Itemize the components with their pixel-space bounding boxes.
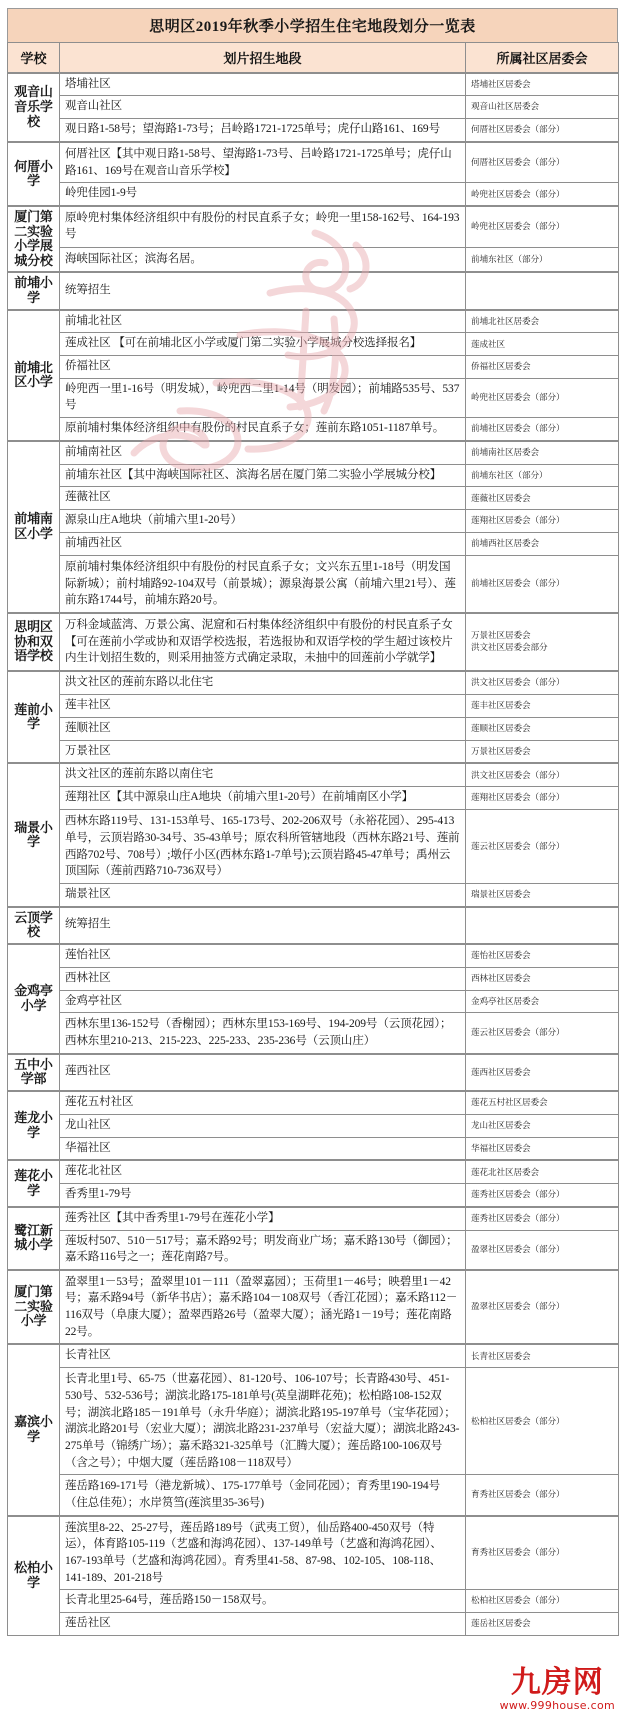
community-committee-cell: 洪文社区居委会（部分）	[466, 763, 619, 786]
school-name-cell: 云顶学校	[8, 907, 60, 944]
enrollment-area-cell: 观日路1-58号；望海路1-73号；吕岭路1721-1725单号；虎仔山路161、169号	[60, 119, 466, 142]
community-committee-cell: 莲薇社区居委会	[466, 487, 619, 510]
enrollment-area-cell: 莲花五村社区	[60, 1091, 466, 1114]
community-committee-cell: 盈翠社区居委会（部分）	[466, 1270, 619, 1345]
community-committee-cell: 前埔东社区（部分）	[466, 248, 619, 273]
enrollment-area-cell: 岭兜西一里1-16号（明发城），岭兜西二里1-14号（明发园）；前埔路535号、537号	[60, 379, 466, 418]
community-committee-cell: 前埔北社区居委会	[466, 310, 619, 333]
school-name-cell: 何厝小学	[8, 142, 60, 206]
table-row	[8, 907, 619, 944]
school-name-cell: 前埔南区小学	[8, 441, 60, 613]
table-row	[8, 417, 619, 440]
community-committee-cell: 盈翠社区居委会（部分）	[466, 1231, 619, 1270]
enrollment-area-cell: 前埔东社区【其中海峡国际社区、滨海名居在厦门第二实验小学展城分校】	[60, 464, 466, 487]
table-row	[8, 356, 619, 379]
table-row	[8, 1054, 619, 1091]
enrollment-area-cell: 观音山社区	[60, 96, 466, 119]
community-committee-cell: 瑞景社区居委会	[466, 883, 619, 906]
table-row	[8, 694, 619, 717]
table-title-bar	[7, 8, 618, 42]
enrollment-area-cell: 西林社区	[60, 967, 466, 990]
enrollment-area-cell: 前埔北社区	[60, 310, 466, 333]
table-row	[8, 613, 619, 671]
school-name-cell: 嘉滨小学	[8, 1344, 60, 1515]
school-name-cell: 莲前小学	[8, 671, 60, 763]
community-committee-cell: 金鸡亭社区居委会	[466, 990, 619, 1013]
enrollment-area-cell: 原前埔村集体经济组织中有股份的村民直系子女；莲前东路1051-1187单号。	[60, 417, 466, 440]
enrollment-area-cell: 莲薇社区	[60, 487, 466, 510]
community-committee-cell: 岭兜社区居委会（部分）	[466, 379, 619, 418]
enrollment-area-cell: 莲花北社区	[60, 1160, 466, 1183]
enrollment-area-cell: 莲滨里8-22、25-27号，莲岳路189号（武夷工贸），仙岳路400-450双号（特运），体育路105-119（艺盛和海鸿花园）、137-149单号（艺盛和海鸿花园）、167-193单号（艺盛和海鸿花园）。育秀里41-58、87-98、102-105、108-118、141-189、201-218号	[60, 1516, 466, 1590]
site-watermark	[499, 1665, 615, 1712]
enrollment-area-cell: 西林东里136-152号（香榭园）；西林东里153-169号、194-209号（云顶花园）；西林东里210-213、215-223、225-233、235-236号（云顶山庄）	[60, 1013, 466, 1054]
table-row	[8, 464, 619, 487]
enrollment-area-cell: 莲坂村507、510－517号；嘉禾路92号；明发商业广场；嘉禾路130号（御园）；嘉禾路116号之一；莲花南路7号。	[60, 1231, 466, 1270]
enrollment-area-cell: 统筹招生	[60, 907, 466, 944]
table-row	[8, 1160, 619, 1183]
enrollment-area-cell: 侨福社区	[60, 356, 466, 379]
community-committee-cell: 育秀社区居委会（部分）	[466, 1475, 619, 1516]
community-committee-cell: 松柏社区居委会（部分）	[466, 1590, 619, 1613]
table-row	[8, 1207, 619, 1230]
table-row	[8, 944, 619, 967]
enrollment-area-cell: 莲秀社区【其中香秀里1-79号在莲花小学】	[60, 1207, 466, 1230]
enrollment-area-cell: 莲顺社区	[60, 717, 466, 740]
enrollment-area-cell: 长青社区	[60, 1344, 466, 1367]
community-committee-cell: 何厝社区居委会（部分）	[466, 119, 619, 142]
community-committee-cell: 万景社区居委会 洪文社区居委会部分	[466, 613, 619, 671]
enrollment-area-cell: 西林东路119号、131-153单号、165-173号、202-206双号（永裕花园）、295-413单号，云顶岩路30-34号、35-43单号；原农科所管辖地段（西林东路21号、莲前西路702号、708号）;墩仔小区(西林东路1-7单号);云顶岩路45-47单号；禹州云顶国际（莲前西路710-736双号）	[60, 810, 466, 884]
header-row	[8, 43, 619, 73]
table-row	[8, 556, 619, 614]
community-committee-cell: 前埔西社区居委会	[466, 533, 619, 556]
community-committee-cell: 前埔社区居委会（部分）	[466, 417, 619, 440]
table-row	[8, 142, 619, 183]
table-row	[8, 533, 619, 556]
enrollment-area-cell: 长青北里1号、65-75（世嘉花园）、81-120号、106-107号；长青路430号、451-530号、532-536号；湖滨北路175-181单号(英皇湖畔花苑)；松柏路108-152双号；湖滨北路185－191单号（永升华庭）；湖滨北路195-197单号（宝华花园）；湖滨北路201号（宏业大厦）；湖滨北路231-237单号（宏益大厦）；湖滨北路243-275单号（锦绣广场）；嘉禾路321-325单号（汇腾大厦）；莲岳路100-106双号（含之号）；中烟大厦（莲岳路108－118双号）	[60, 1368, 466, 1475]
table-row	[8, 1013, 619, 1054]
community-committee-cell: 岭兜社区居委会（部分）	[466, 183, 619, 206]
table-row	[8, 379, 619, 418]
school-name-cell: 前埔小学	[8, 272, 60, 309]
school-name-cell: 松柏小学	[8, 1516, 60, 1636]
community-committee-cell: 莲秀社区居委会（部分）	[466, 1207, 619, 1230]
community-committee-cell: 西林社区居委会	[466, 967, 619, 990]
community-committee-cell	[466, 272, 619, 309]
enrollment-area-cell: 莲怡社区	[60, 944, 466, 967]
enrollment-area-cell: 莲成社区 【可在前埔北区小学或厦门第二实验小学展城分校选择报名】	[60, 333, 466, 356]
enrollment-area-cell: 原岭兜村集体经济组织中有股份的村民直系子女；岭兜一里158-162号、164-193号	[60, 206, 466, 247]
table-row	[8, 1114, 619, 1137]
table-row	[8, 671, 619, 694]
table-row	[8, 1475, 619, 1516]
enrollment-area-cell: 统筹招生	[60, 272, 466, 309]
district-table	[7, 42, 619, 1636]
community-committee-cell: 前埔东社区（部分）	[466, 464, 619, 487]
table-row	[8, 487, 619, 510]
school-name-cell: 前埔北区小学	[8, 310, 60, 441]
school-name-cell: 瑞景小学	[8, 763, 60, 906]
community-committee-cell: 岭兜社区居委会（部分）	[466, 206, 619, 247]
enrollment-area-cell: 岭兜佳园1-9号	[60, 183, 466, 206]
community-committee-cell: 莲花五村社区居委会	[466, 1091, 619, 1114]
table-row	[8, 1613, 619, 1636]
table-row	[8, 810, 619, 884]
site-logo-text: 九房网	[510, 1665, 604, 1700]
enrollment-area-cell: 金鸡亭社区	[60, 990, 466, 1013]
table-row	[8, 1137, 619, 1160]
school-name-cell: 厦门第二实验小学展城分校	[8, 206, 60, 272]
enrollment-area-cell: 塔埔社区	[60, 73, 466, 96]
enrollment-area-cell: 莲岳社区	[60, 1613, 466, 1636]
community-committee-cell: 前埔社区居委会（部分）	[466, 556, 619, 614]
enrollment-area-cell: 莲岳路169-171号（港龙新城）、175-177单号（金同花园）；育秀里190-194号（住总佳苑）；水岸筼筜(莲滨里35-36号)	[60, 1475, 466, 1516]
school-name-cell: 莲龙小学	[8, 1091, 60, 1161]
community-committee-cell: 莲翔社区居委会（部分）	[466, 787, 619, 810]
table-row	[8, 1184, 619, 1207]
community-committee-cell: 莲秀社区居委会（部分）	[466, 1184, 619, 1207]
community-committee-cell: 万景社区居委会	[466, 740, 619, 763]
column-header-community: 所属社区居委会	[466, 43, 619, 73]
community-committee-cell: 莲丰社区居委会	[466, 694, 619, 717]
table-row	[8, 1590, 619, 1613]
table-row	[8, 990, 619, 1013]
community-committee-cell: 莲云社区居委会（部分）	[466, 1013, 619, 1054]
table-row	[8, 183, 619, 206]
school-name-cell: 观音山音乐学校	[8, 73, 60, 143]
table-row	[8, 310, 619, 333]
page-title: 思明区2019年秋季小学招生住宅地段划分一览表	[149, 19, 476, 35]
table-row	[8, 883, 619, 906]
community-committee-cell: 龙山社区居委会	[466, 1114, 619, 1137]
table-row	[8, 73, 619, 96]
community-committee-cell: 前埔南社区居委会	[466, 441, 619, 464]
table-head	[8, 43, 619, 73]
column-header-area: 划片招生地段	[60, 43, 466, 73]
column-header-school: 学校	[8, 43, 60, 73]
table-row	[8, 1231, 619, 1270]
table-row	[8, 510, 619, 533]
table-row	[8, 1270, 619, 1345]
community-committee-cell	[466, 907, 619, 944]
table-row	[8, 333, 619, 356]
community-committee-cell: 莲翔社区居委会（部分）	[466, 510, 619, 533]
community-committee-cell: 莲岳社区居委会	[466, 1613, 619, 1636]
table-row	[8, 1344, 619, 1367]
table-row	[8, 787, 619, 810]
enrollment-area-cell: 盈翠里1－53号；盈翠里101－111（盈翠嘉园）；玉荷里1－46号；映碧里1－42号；嘉禾路94号（新华书店）；嘉禾路104－108双号（香江花园）；嘉禾路112－116双号（阜康大厦）；盈翠西路26号（盈翠大厦）；涵光路1－19号；莲花南路22号。	[60, 1270, 466, 1345]
enrollment-area-cell: 万科金域蓝湾、万景公寓、泥窟和石村集体经济组织中有股份的村民直系子女【可在莲前小学或协和双语学校选报，若选报协和双语学校的学生超过该校片内生计划招生数的，则采用抽签方式确定录取，未抽中的回莲前小学就学】	[60, 613, 466, 671]
school-name-cell: 五中小学部	[8, 1054, 60, 1091]
community-committee-cell: 长青社区居委会	[466, 1344, 619, 1367]
enrollment-area-cell: 何厝社区【其中观日路1-58号、望海路1-73号、吕岭路1721-1725单号；虎仔山路161、169号在观音山音乐学校】	[60, 142, 466, 183]
enrollment-area-cell: 瑞景社区	[60, 883, 466, 906]
enrollment-area-cell: 原前埔村集体经济组织中有股份的村民直系子女；文兴东五里1-18号（明发国际新城）；前村埔路92-104双号（前景城）；源泉海景公寓（前埔六里21号）、莲前东路1744号，前埔东路20号。	[60, 556, 466, 614]
enrollment-area-cell: 香秀里1-79号	[60, 1184, 466, 1207]
table-row	[8, 272, 619, 309]
table-row	[8, 119, 619, 142]
community-committee-cell: 莲花北社区居委会	[466, 1160, 619, 1183]
community-committee-cell: 莲怡社区居委会	[466, 944, 619, 967]
community-committee-cell: 洪文社区居委会（部分）	[466, 671, 619, 694]
community-committee-cell: 塔埔社区居委会	[466, 73, 619, 96]
enrollment-area-cell: 莲丰社区	[60, 694, 466, 717]
enrollment-area-cell: 前埔西社区	[60, 533, 466, 556]
school-name-cell: 思明区协和双语学校	[8, 613, 60, 671]
enrollment-area-cell: 莲西社区	[60, 1054, 466, 1091]
community-committee-cell: 莲西社区居委会	[466, 1054, 619, 1091]
school-name-cell: 鹭江新城小学	[8, 1207, 60, 1270]
community-committee-cell: 华福社区居委会	[466, 1137, 619, 1160]
enrollment-area-cell: 华福社区	[60, 1137, 466, 1160]
enrollment-area-cell: 洪文社区的莲前东路以北住宅	[60, 671, 466, 694]
community-committee-cell: 育秀社区居委会（部分）	[466, 1516, 619, 1590]
table-row	[8, 967, 619, 990]
enrollment-area-cell: 洪文社区的莲前东路以南住宅	[60, 763, 466, 786]
enrollment-area-cell: 源泉山庄A地块（前埔六里1-20号）	[60, 510, 466, 533]
school-name-cell: 厦门第二实验小学	[8, 1270, 60, 1345]
community-committee-cell: 观音山社区居委会	[466, 96, 619, 119]
table-row	[8, 206, 619, 247]
community-committee-cell: 莲成社区	[466, 333, 619, 356]
community-committee-cell: 松柏社区居委会（部分）	[466, 1368, 619, 1475]
enrollment-area-cell: 万景社区	[60, 740, 466, 763]
table-row	[8, 740, 619, 763]
table-row	[8, 717, 619, 740]
table-row	[8, 248, 619, 273]
community-committee-cell: 侨福社区居委会	[466, 356, 619, 379]
enrollment-area-cell: 莲翔社区【其中源泉山庄A地块（前埔六里1-20号）在前埔南区小学】	[60, 787, 466, 810]
table-row	[8, 763, 619, 786]
table-row	[8, 1516, 619, 1590]
table-row	[8, 1091, 619, 1114]
enrollment-area-cell: 长青北里25-64号，莲岳路150－158双号。	[60, 1590, 466, 1613]
enrollment-area-cell: 前埔南社区	[60, 441, 466, 464]
school-name-cell: 莲花小学	[8, 1160, 60, 1207]
community-committee-cell: 何厝社区居委会（部分）	[466, 142, 619, 183]
school-name-cell: 金鸡亭小学	[8, 944, 60, 1054]
enrollment-area-cell: 龙山社区	[60, 1114, 466, 1137]
community-committee-cell: 莲顺社区居委会	[466, 717, 619, 740]
table-row	[8, 96, 619, 119]
table-body	[8, 73, 619, 1636]
site-url-text: www.999house.com	[499, 1699, 615, 1712]
community-committee-cell: 莲云社区居委会（部分）	[466, 810, 619, 884]
table-row	[8, 1368, 619, 1475]
enrollment-area-cell: 海峡国际社区；滨海名居。	[60, 248, 466, 273]
table-row	[8, 441, 619, 464]
